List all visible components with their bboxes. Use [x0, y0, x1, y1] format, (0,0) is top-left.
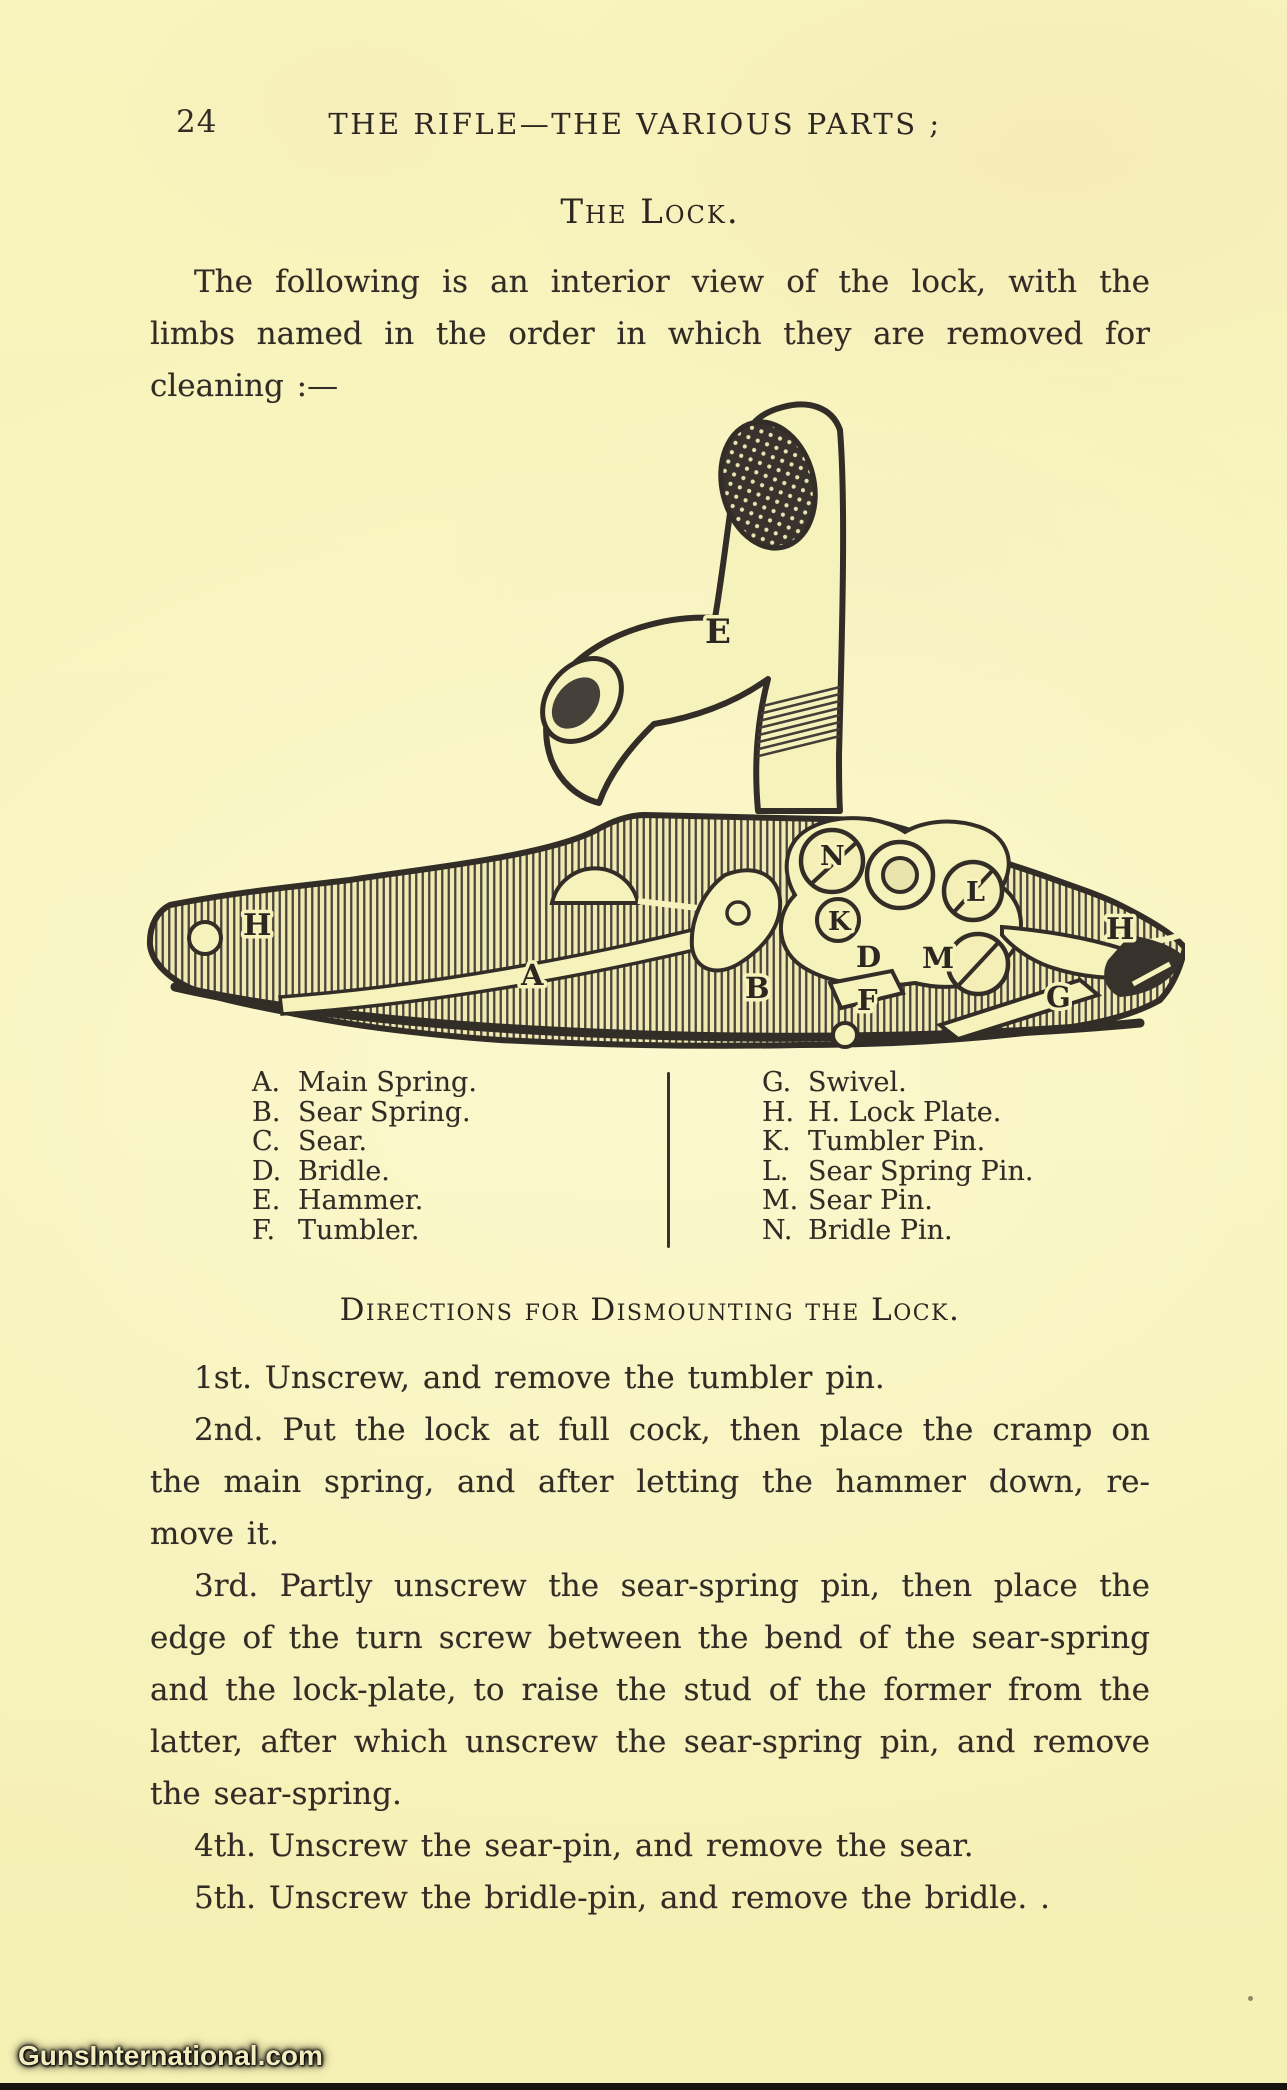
direction-step-2 [150, 1404, 1150, 1560]
lock-plate-tail-hole [189, 922, 221, 954]
figure-label-hammer: E [705, 612, 731, 652]
running-title: THE RIFLE—THE VARIOUS PARTS ; [328, 107, 942, 141]
direction-line: move it. [150, 1516, 279, 1552]
part-name: Main Spring. [298, 1067, 477, 1098]
section-title: The Lock. [560, 192, 740, 232]
direction-line: 3rd. Partly unscrew the sear-spring pin, then place the [194, 1568, 1150, 1604]
part-name: H. Lock Plate. [808, 1096, 1002, 1128]
part-item: G. Swivel. [762, 1067, 907, 1098]
direction-line: 2nd. Put the lock at full cock, then place the cramp on [194, 1412, 1150, 1448]
intro-line: limbs named in the order in which they are removed for [150, 316, 1150, 352]
page-number: 24 [176, 104, 218, 140]
column-divider-rule [667, 1072, 670, 1248]
figure-label-lock-plate-right: H [1106, 912, 1135, 947]
part-name: Bridle. [298, 1155, 390, 1187]
figure-label-swivel: G [1046, 980, 1071, 1014]
part-name: Swivel. [808, 1067, 907, 1098]
direction-line: edge of the turn screw between the bend of the sear-spring [150, 1620, 1150, 1656]
direction-line: latter, after which unscrew the sear-spring pin, and remove [150, 1724, 1150, 1760]
part-name: Bridle Pin. [808, 1214, 953, 1246]
lock-engraving-figure [140, 335, 1185, 1060]
hammer-shape [526, 404, 843, 811]
figure-label-sear-spring: B [745, 971, 770, 1005]
part-item: D. Bridle. [252, 1155, 390, 1187]
part-item: M. Sear Pin. [762, 1185, 933, 1216]
direction-line: the main spring, and after letting the hammer down, re- [150, 1464, 1150, 1500]
part-name: Tumbler. [298, 1214, 420, 1246]
scan-bottom-edge [0, 2083, 1287, 2090]
part-name: Sear. [298, 1126, 368, 1157]
part-name: Sear Pin. [808, 1185, 933, 1216]
direction-step-5 [150, 1872, 1150, 1924]
figure-label-bridle: D [856, 940, 882, 974]
figure-label-sear-spring-pin: L [966, 877, 985, 908]
scan-speck [1248, 1996, 1253, 2001]
part-item: A. Main Spring. [252, 1067, 477, 1098]
tumbler-hole [883, 858, 917, 892]
figure-label-main-spring: A [521, 958, 544, 992]
figure-label-lock-plate-left: H [243, 908, 272, 943]
part-item: C. Sear. [252, 1126, 368, 1157]
part-item: N. Bridle Pin. [762, 1214, 953, 1246]
direction-line: 1st. Unscrew, and remove the tumbler pin. [194, 1360, 885, 1396]
part-item: L. Sear Spring Pin. [762, 1155, 1034, 1187]
figure-label-sear-pin: M [922, 941, 955, 975]
part-name: Tumbler Pin. [808, 1126, 986, 1157]
part-name: Sear Spring. [298, 1096, 471, 1128]
stud [833, 1023, 857, 1047]
parts-list-left [252, 1068, 477, 1245]
direction-step-4 [150, 1820, 1150, 1872]
direction-line: and the lock-plate, to raise the stud of the former from the [150, 1672, 1150, 1708]
sear-hole [727, 902, 749, 924]
parts-list-right [762, 1068, 1033, 1245]
direction-line: 5th. Unscrew the bridle-pin, and remove the bridle. . [194, 1880, 1050, 1916]
directions-heading: Directions for Dismounting the Lock. [339, 1292, 961, 1328]
direction-line: the sear-spring. [150, 1776, 402, 1812]
part-name: Sear Spring Pin. [808, 1155, 1034, 1187]
direction-line: 4th. Unscrew the sear-pin, and remove the sear. [194, 1828, 974, 1864]
watermark: GunsInternational.com [18, 2040, 323, 2071]
part-item: K. Tumbler Pin. [762, 1126, 986, 1157]
part-item: E. Hammer. [252, 1185, 424, 1216]
part-item: B. Sear Spring. [252, 1096, 471, 1128]
figure-label-bridle-pin: N [820, 841, 845, 872]
direction-step-1 [150, 1352, 1150, 1404]
intro-line: The following is an interior view of the lock, with the [194, 264, 1150, 300]
directions-steps [150, 1352, 1150, 1924]
figure-label-tumbler: F [857, 983, 878, 1017]
direction-step-3 [150, 1560, 1150, 1820]
part-item: H. H. Lock Plate. [762, 1096, 1002, 1128]
part-name: Hammer. [298, 1185, 424, 1216]
figure-label-tumbler-pin: K [828, 907, 851, 937]
part-item: F. Tumbler. [252, 1214, 420, 1246]
sear-pin-screw [948, 934, 1008, 994]
intro-line: cleaning :— [150, 368, 339, 404]
